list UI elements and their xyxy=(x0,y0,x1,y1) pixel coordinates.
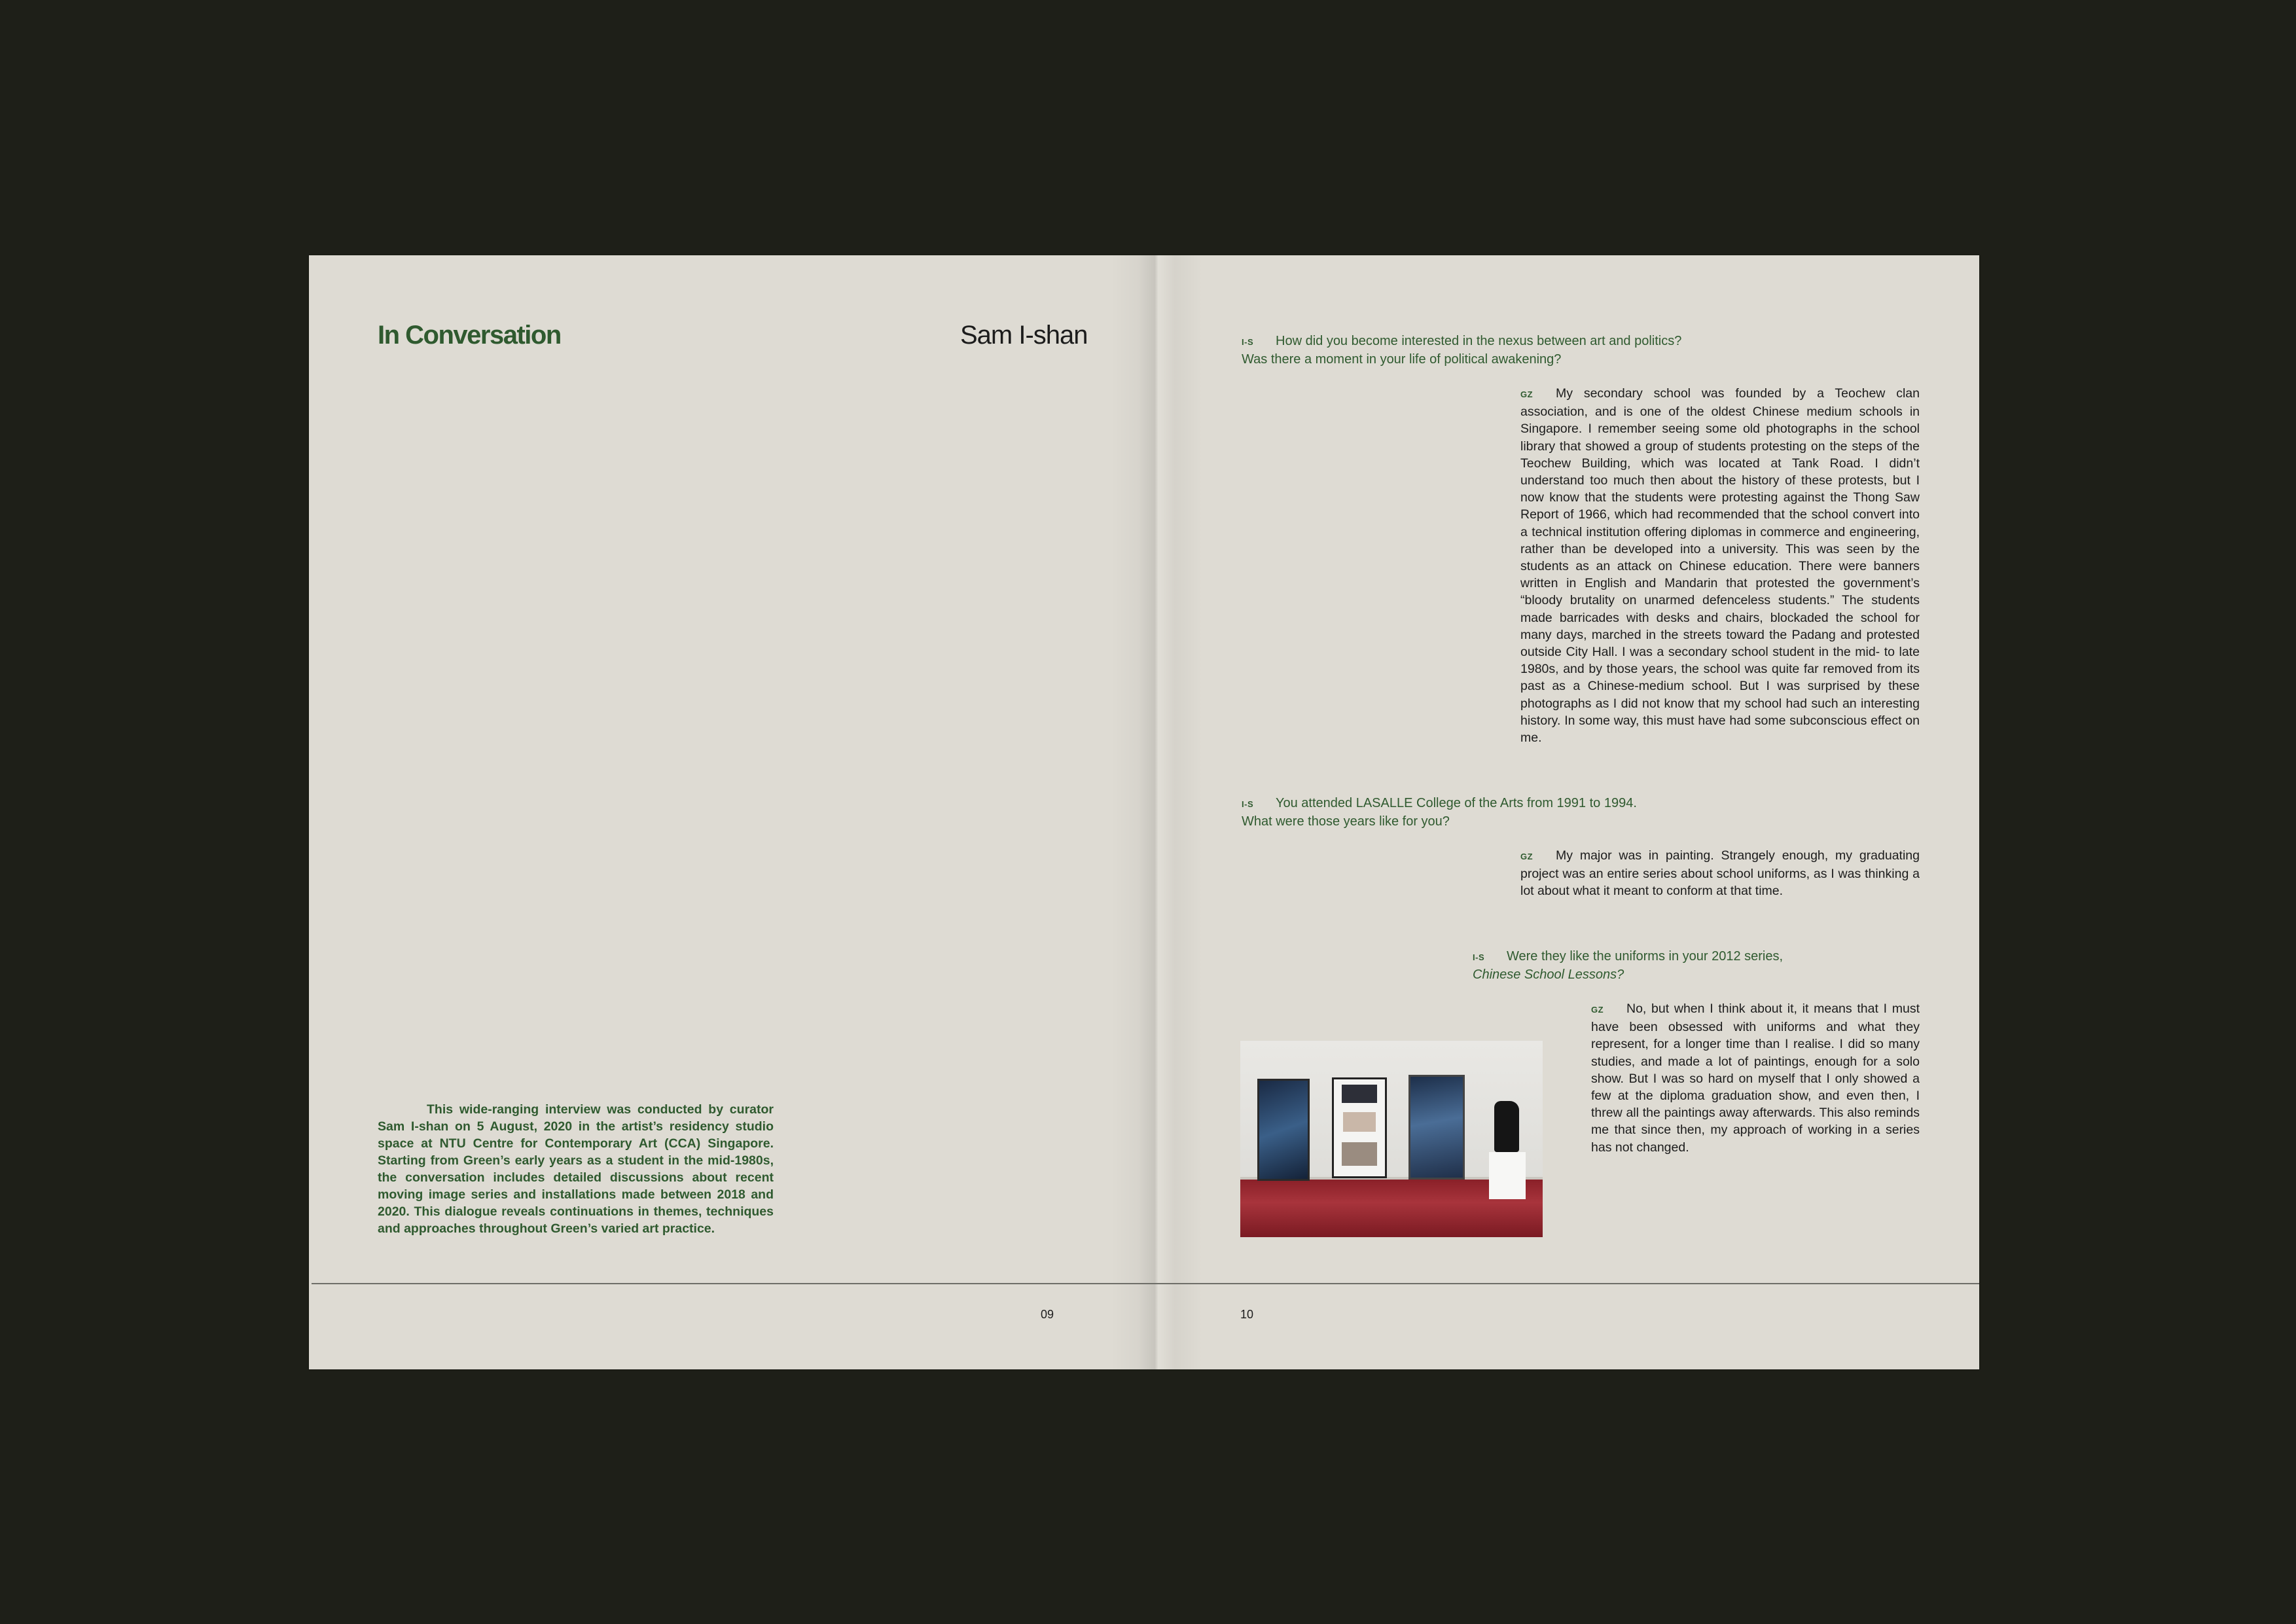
speaker-tag: I-S xyxy=(1242,337,1254,347)
painting-3 xyxy=(1408,1075,1465,1180)
speaker-tag: GZ xyxy=(1520,389,1534,399)
answer-2: GZ My major was in painting. Strangely enough, my graduating project was an entire series about school uniforms, as I was thinking a lot about what it meant to conform at that time. xyxy=(1520,848,1920,899)
speaker-tag: I-S xyxy=(1473,952,1485,962)
page-number-left: 09 xyxy=(1041,1308,1054,1321)
sculpture xyxy=(1494,1101,1519,1152)
question-3: I-S Were they like the uniforms in your 2012 series, Chinese School Lessons? xyxy=(1473,949,1784,982)
section-title: In Conversation xyxy=(378,321,561,350)
speaker-tag: GZ xyxy=(1520,852,1534,861)
intro-paragraph: This wide-ranging interview was conducted by curator Sam I-shan on 5 August, 2020 in the artist’s residency studio space at NTU Centre for Contemporary Art (CCA) Singapore. Starting from Green’s early years as a student in the mid-1980s, the conversation includes detailed discussions about recent moving image series and installations made between 2018 and 2020. This dialogue reveals continuations in themes, techniques and approaches throughout Green’s varied art practice. xyxy=(378,1102,774,1236)
painting-1 xyxy=(1257,1079,1310,1181)
answer-3: GZ No, but when I think about it, it means that I must have been obsessed with uniforms and what they represent, for a longer time than I realise. I did so many studies, and made a lot of paintings, enough for a solo show. But I was so hard on myself that I only showed a few at the diploma graduation show, and even then, I threw all the paintings away afterwards. This also reminds me that since then, my approach of working in a series has not changed. xyxy=(1591,1001,1920,1155)
speaker-tag: GZ xyxy=(1591,1005,1604,1015)
footer-rule xyxy=(312,1283,1979,1284)
answer-1: GZ My secondary school was founded by a Teochew clan association, and is one of the oldest Chinese medium schools in Singapore. I remember seeing some old photographs in the school library that showed a group of students protesting on the steps of the Teochew Building, which was located at Tank Road. I didn’t understand too much then about the history of these protests, but I now know that the students were protesting against the Thong Saw Report of 1966, which had recommended that the school convert into a technical institution offering diplomas in commerce and engineering, rather than be developed into a university. This was seen by the students as an attack on Chinese education. There were banners written in English and Mandarin that protested the government’s “bloody brutality on unarmed defenceless students.” The students made barricades with desks and chairs, blockaded the school for many days, marched in the streets toward the Padang and protested outside City Hall. I was a secondary school student in the mid- to late 1980s, and by those years, the school was quite far removed from its past as a Chinese-medium school. But I was surprised by these photographs as I did not know that my school had such an interesting history. In some way, this must have had some subconscious effect on me. xyxy=(1520,386,1920,746)
page-number-right: 10 xyxy=(1240,1308,1254,1321)
plinth xyxy=(1489,1152,1526,1199)
magazine-spread xyxy=(309,255,1979,1369)
question-1: I-S How did you become interested in the nexus between art and politics? Was there a moment in your life of political awakening? xyxy=(1242,334,1682,367)
painting-2 xyxy=(1332,1077,1387,1178)
page-gutter xyxy=(1111,255,1202,1369)
author-name: Sam I-shan xyxy=(960,321,1088,350)
exhibition-photo xyxy=(1240,1041,1543,1237)
speaker-tag: I-S xyxy=(1242,799,1254,809)
question-2: I-S You attended LASALLE College of the Arts from 1991 to 1994. What were those years like for you? xyxy=(1242,796,1637,829)
